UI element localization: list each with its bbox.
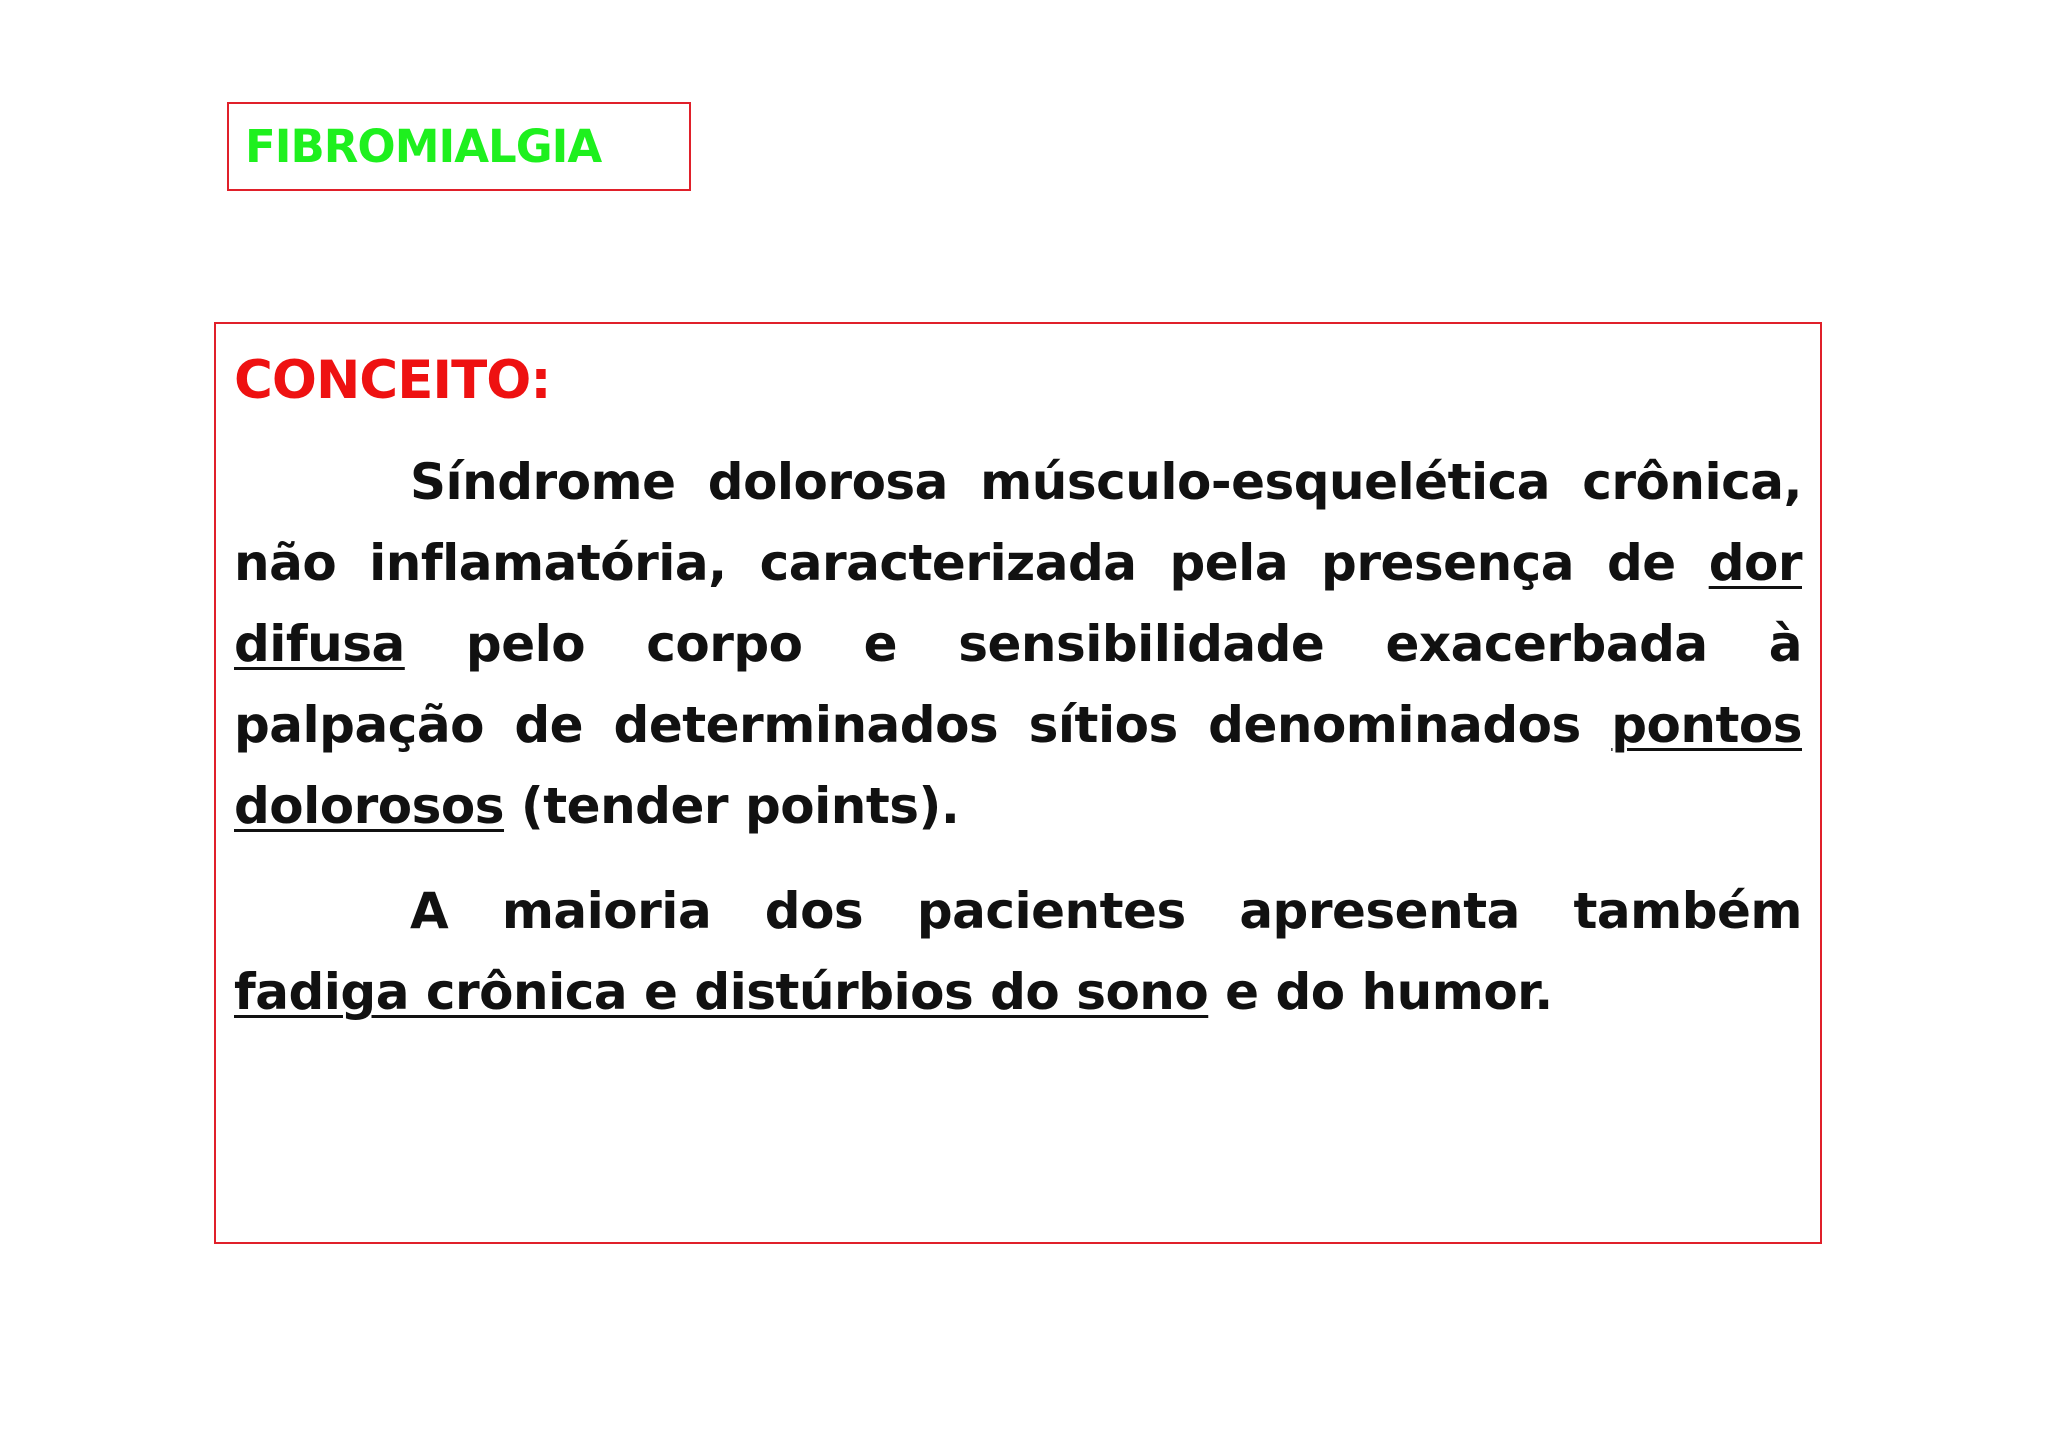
underline-dor-difusa: dor difusa — [234, 534, 1802, 673]
symptoms-paragraph — [234, 871, 1802, 1033]
concept-heading: CONCEITO: — [234, 350, 551, 411]
concept-box — [214, 322, 1822, 1244]
symptoms-text-2: e do humor. — [1208, 963, 1553, 1021]
definition-text-2: pelo corpo e sensibilidade exacerbada à palpação de determinados sítios denominados — [234, 615, 1802, 754]
symptoms-text-1: A maioria dos pacientes apresenta também — [410, 882, 1802, 940]
definition-text-3: (tender points). — [504, 777, 960, 835]
slide-title: FIBROMIALGIA — [245, 120, 602, 173]
title-box — [227, 102, 691, 191]
underline-fadiga: fadiga crônica e distúrbios do sono — [234, 963, 1209, 1021]
underline-pontos-dolorosos: pontos dolorosos — [234, 696, 1802, 835]
definition-paragraph — [234, 442, 1802, 847]
definition-text-1: Síndrome dolorosa músculo-esquelética crônica, não inflamatória, caracterizada pela presença de — [234, 453, 1802, 592]
